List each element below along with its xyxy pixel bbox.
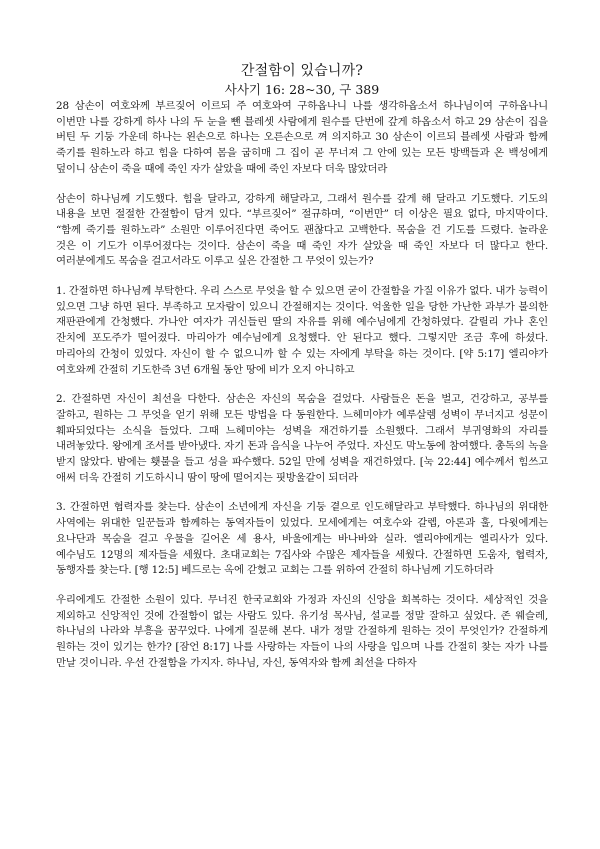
introduction-paragraph: 삼손이 하나님께 기도했다. 힘을 달라고, 강하게 해달라고, 그래서 원수를 갚게 해 달라고 기도했다. 기도의 내용을 보면 절절한 간절함이 담겨 있다. “부르짖어” 절규하며, “이번만” 더 이상은 필요 없다, 마지막이다. “함께 죽기를 원하노라” 소원만 이루어진다면 죽어도 괜찮다고 고백한다. 목숨을 건 기도를 드렸다. 놀라운 것은 이 기도가 이루어졌다는 것이다. 삼손이 죽을 때 죽인 자가 살았을 때 죽인 자보다 더 많다고 한다. 여러분에게도 목숨을 걸고서라도 이루고 싶은 간절한 그 무엇이 있는가? — [56, 192, 548, 268]
page-title: 간절함이 있습니까? — [240, 63, 364, 79]
scripture-text-paragraph: 28 삼손이 여호와께 부르짖어 이르되 주 여호와여 구하옵나니 나를 생각하옵소서 하나님이여 구하옵나니 이번만 나를 강하게 하사 나의 두 눈을 뺀 블레셋 사람에게 원수를 단번에 갚게 하옵소서 하고 29 삼손이 집을 버틴 두 기둥 가운데 하나는 왼손으로 하나는 오른손으로 껴 의지하고 30 삼손이 이르되 블레셋 사람과 함께 죽기를 원하노라 하고 힘을 다하여 몸을 굽히매 그 집이 곧 무너져 그 안에 있는 모든 방백들과 온 백성에게 덮이니 삼손이 죽을 때에 죽인 자가 살았을 때에 죽인 자보다 더욱 많았더라 — [56, 100, 548, 175]
point-3-paragraph: 3. 간절하면 협력자를 찾는다. 삼손이 소년에게 자신을 기둥 곁으로 인도해달라고 부탁했다. 하나님의 위대한 사역에는 위대한 일꾼들과 함께하는 동역자들이 있었다. 모세에게는 여호수와 갈렙, 아론과 훌, 다윗에게는 요나단과 목숨을 걸고 우물을 길어온 세 용사, 바울에게는 바나바와 실라. 엘리야에게는 엘리사가 있다. 예수님도 12명의 제자들을 세웠다. 초대교회는 7집사와 수많은 제자들을 세웠다. 간절하면 도움자, 협력자, 동행자를 찾는다. [행 12:5] 베드로는 옥에 갇혔고 교회는 그를 위하여 간절히 하나님께 기도하더라 — [56, 501, 548, 577]
point-2-paragraph: 2. 간절하면 자신이 최선을 다한다. 삼손은 자신의 목숨을 걸었다. 사람들은 돈을 벌고, 건강하고, 공부를 잘하고, 원하는 그 무엇을 얻기 위해 모든 방법을 다 동원한다. 느헤미야가 예루살렘 성벽이 무너지고 성문이 훼파되었다는 소식을 들었다. 그때 느헤미야는 성벽을 재건하기를 소원했다. 그래서 부귀영화의 자리를 내려놓았다. 왕에게 조서를 받아냈다. 자기 돈과 음식을 나누어 주었다. 자신도 막노동에 참여했다. 총독의 녹을 받지 않았다. 밤에는 횃불을 들고 성을 파수했다. 52일 만에 성벽을 재건하였다. [눅 22:44] 예수께서 힘쓰고 애써 더욱 간절히 기도하시니 땀이 땅에 떨어지는 핏방울같이 되더라 — [56, 393, 548, 484]
conclusion-paragraph: 우리에게도 간절한 소원이 있다. 무너진 한국교회와 가정과 자신의 신앙을 회복하는 것이다. 세상적인 것을 제외하고 신앙적인 것에 간절함이 없는 사람도 있다. 유기성 목사님, 설교를 정말 잘하고 싶었다. 존 웨슬레, 하나님의 나라와 부흥을 꿈꾸었다. 나에게 질문해 본다. 내가 정말 간절하게 원하는 것이 무엇인가? 간절하게 원하는 것이 있기는 한가? [잠언 8:17] 나를 사랑하는 자들이 나의 사랑을 입으며 나를 간절히 찾는 자가 나를 만날 것이니라. 우선 간절함을 가지자. 하나님, 자신, 동역자와 함께 최선을 다하자 — [56, 593, 548, 669]
sermon-page — [56, 62, 548, 686]
scripture-reference: 사사기 16: 28~30, 구 389 — [224, 82, 380, 97]
point-1-paragraph: 1. 간절하면 하나님께 부탁한다. 우리 스스로 무엇을 할 수 있으면 굳이 간절함을 가질 이유가 없다. 내가 능력이 있으면 그냥 하면 된다. 부족하고 모자람이 있으니 간절해지는 것이다. 억울한 일을 당한 가난한 과부가 불의한 재판관에게 간청했다. 가나안 여자가 귀신들린 딸의 자유를 위해 예수님에게 간청하였다. 갈릴리 가나 혼인 잔치에 포도주가 떨어졌다. 마리아가 예수님에게 요청했다. 안 된다고 했다. 그렇지만 조금 후에 하셨다. 마리아의 간청이 있었다. 자신이 할 수 없으니까 할 수 있는 자에게 부탁을 하는 것이다. [약 5:17] 엘리야가 여호와께 간절히 기도한즉 3년 6개월 동안 땅에 비가 오지 아니하고 — [56, 285, 548, 376]
